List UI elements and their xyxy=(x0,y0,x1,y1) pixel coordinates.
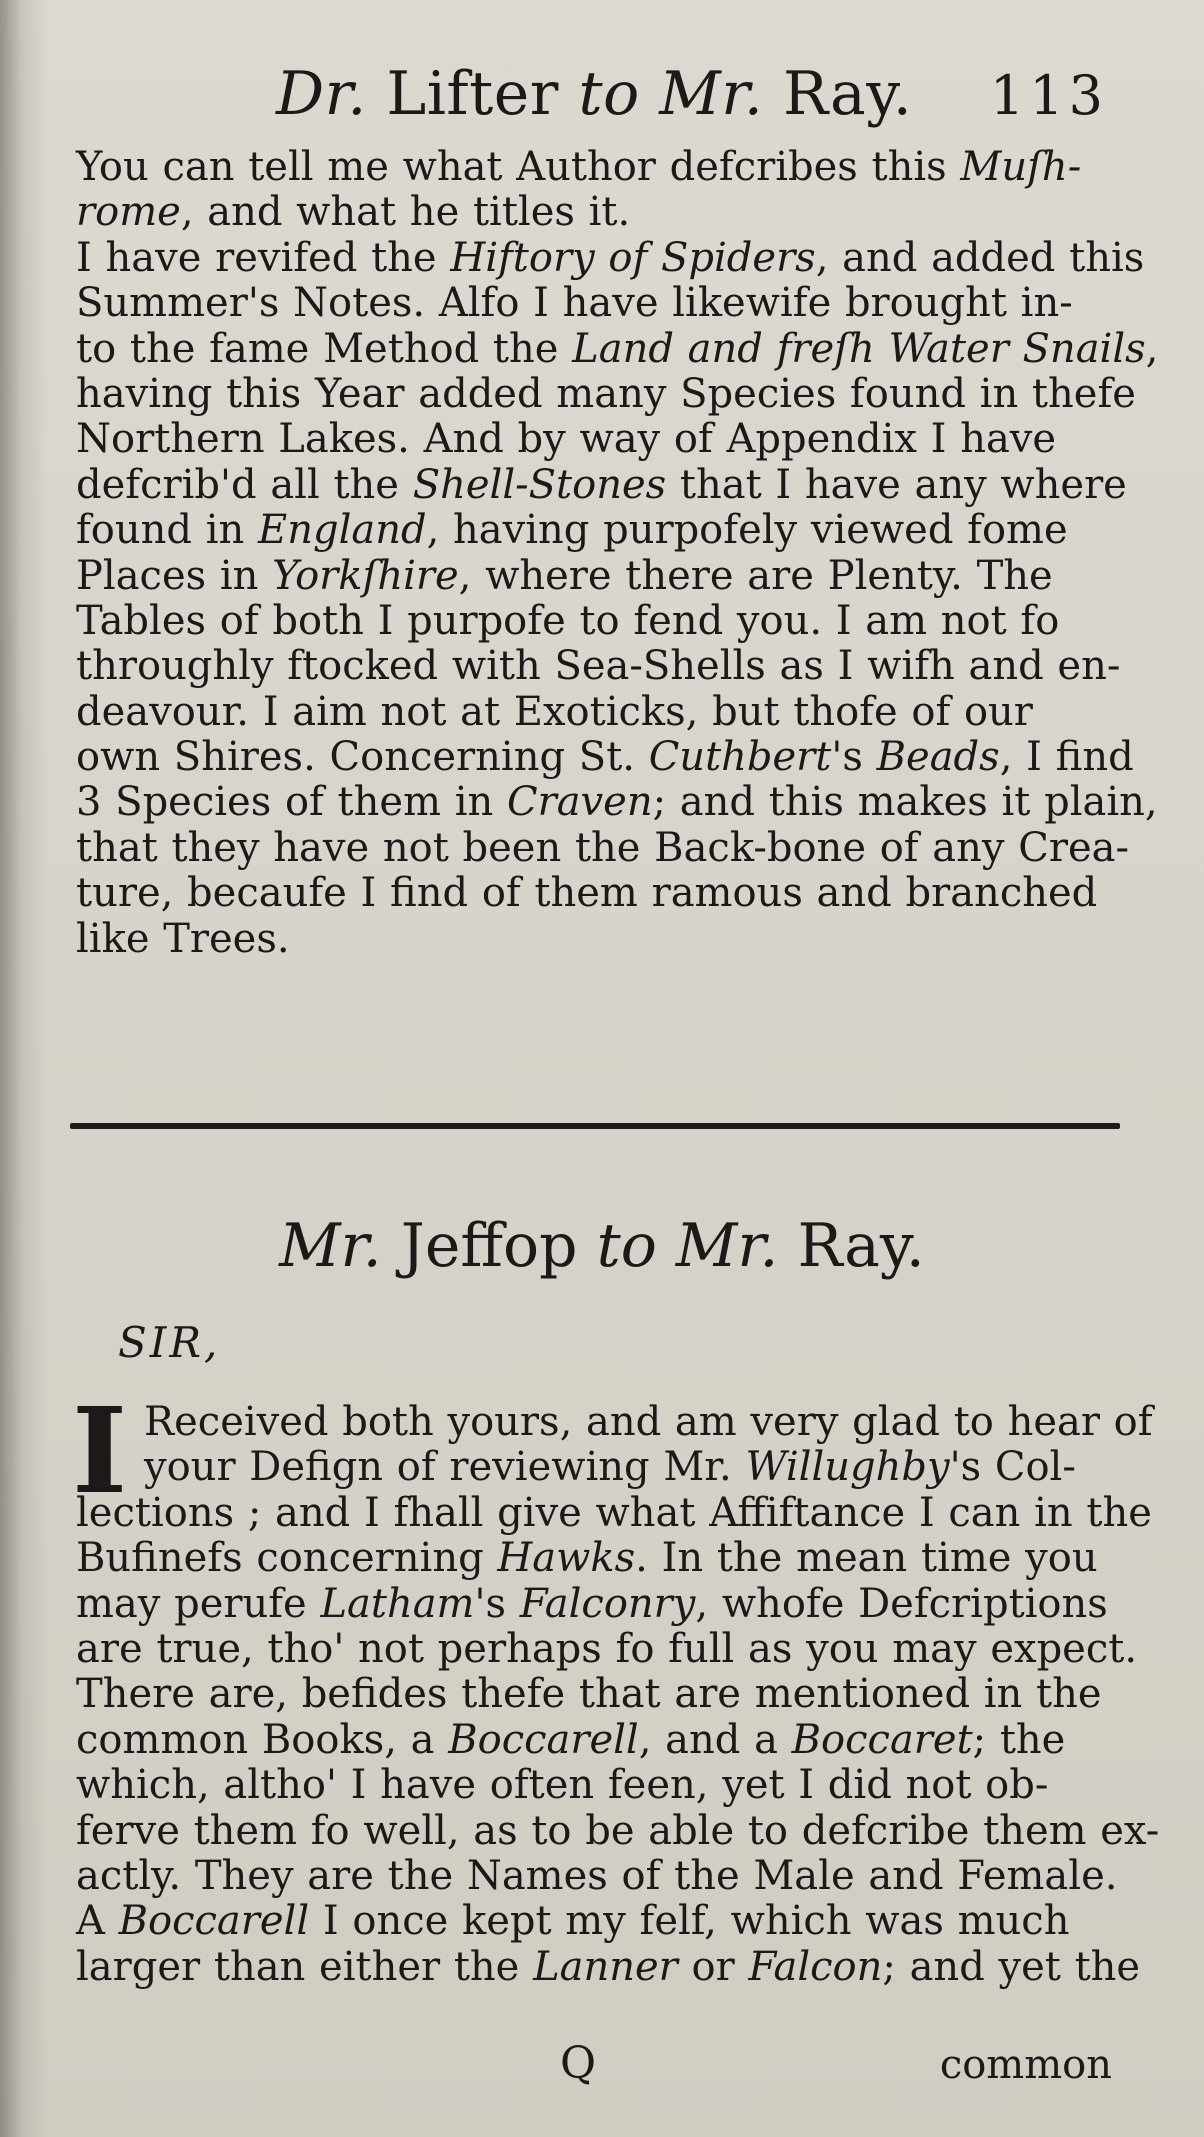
text-run: Received both yours, and am very glad to hear of xyxy=(144,1399,1153,1445)
text-run: ferve them fo well, as to be able to defcribe them ex- xyxy=(76,1807,1160,1854)
italic-run: Cuthbert xyxy=(648,734,832,781)
text-run: There are, befides thefe that are mentioned in the xyxy=(76,1671,1102,1718)
italic-run: Hawks xyxy=(497,1535,636,1582)
text-run: , I find xyxy=(999,734,1134,781)
text-line xyxy=(76,325,1159,372)
text-run: , xyxy=(1145,325,1159,372)
text-run: deavour. I aim not at Exoticks, but thofe of our xyxy=(76,688,1033,735)
section-heading xyxy=(0,1210,1204,1282)
text-line xyxy=(76,1943,1141,1990)
text-line xyxy=(76,461,1127,508)
text-line xyxy=(76,554,1114,599)
text-line xyxy=(76,281,1114,326)
italic-run: Falcon xyxy=(748,1943,883,1990)
italic-run: Falconry xyxy=(519,1580,696,1627)
text-run: A xyxy=(76,1898,119,1945)
text-run: ; and yet the xyxy=(882,1943,1141,1990)
text-run: that they have not been the Back-bone of any Crea- xyxy=(76,824,1129,871)
text-run: ; the xyxy=(972,1716,1066,1763)
text-line xyxy=(76,508,1114,553)
text-line xyxy=(76,1582,1114,1627)
text-run: your Defign of reviewing Mr. xyxy=(144,1444,746,1491)
italic-run: Lanner xyxy=(533,1943,678,1990)
italic-run: Beads xyxy=(876,734,1000,781)
italic-run: Yorkſhire xyxy=(272,552,459,599)
italic-run: Boccarell xyxy=(448,1716,639,1763)
section-heading-part: Jeffop xyxy=(381,1211,597,1281)
text-run: may perufe xyxy=(76,1580,321,1627)
salutation: SIR, xyxy=(118,1318,221,1367)
text-line xyxy=(76,145,1114,190)
text-run: 's xyxy=(831,734,877,781)
italic-run: England xyxy=(258,507,427,554)
text-line xyxy=(76,370,1136,417)
text-run: , where there are Plenty. The xyxy=(458,552,1053,599)
italic-run: Latham xyxy=(320,1580,475,1627)
text-line xyxy=(76,234,1145,281)
text-run: actly. They are the Names of the Male and Female. xyxy=(76,1852,1118,1899)
running-head-part: to xyxy=(578,59,640,129)
text-run: I have revifed the xyxy=(76,234,451,281)
page-number: 113 xyxy=(989,64,1108,127)
text-line xyxy=(76,1899,1114,1944)
text-run: like Trees. xyxy=(76,915,290,962)
text-line xyxy=(76,1399,1153,1445)
text-line xyxy=(76,599,1114,644)
text-run: 's Col- xyxy=(949,1444,1076,1491)
text-run: to the fame Method the xyxy=(76,325,573,372)
text-line xyxy=(76,1625,1138,1672)
text-run: ture, becaufe I find of them ramous and branched xyxy=(76,870,1098,917)
text-run: or xyxy=(677,1943,749,1990)
section-heading-part: Mr. xyxy=(656,1211,779,1281)
text-run: I once kept my felf, which was much xyxy=(309,1898,1070,1945)
letter-lister-body xyxy=(76,144,1159,962)
text-line xyxy=(76,643,1121,690)
text-line xyxy=(76,779,1158,826)
text-line xyxy=(76,417,1114,462)
italic-run: Shell-Stones xyxy=(412,461,667,508)
section-heading-part: to xyxy=(596,1211,657,1281)
text-line xyxy=(76,1807,1160,1854)
italic-run: Muſh- xyxy=(960,144,1082,190)
text-line xyxy=(76,871,1114,916)
signature-mark: Q xyxy=(560,2038,597,2089)
running-head-part: Dr. xyxy=(276,59,367,129)
text-run: lections ; and I fhall give what Affiftance I can in the xyxy=(76,1489,1152,1536)
text-run: Summer's Notes. Alfo I have likewife brought in- xyxy=(76,280,1073,327)
text-line xyxy=(76,734,1134,781)
italic-run: Land and freſh Water Snails xyxy=(572,325,1146,372)
drop-cap: I xyxy=(72,1381,128,1520)
text-run: , whofe Defcriptions xyxy=(695,1580,1108,1627)
text-run: Places in xyxy=(76,552,273,599)
running-head-part: Ray. xyxy=(763,59,913,129)
text-run: Northern Lakes. And by way of Appendix I have xyxy=(76,416,1057,463)
text-line xyxy=(76,690,1114,735)
italic-run: Boccarell xyxy=(118,1898,310,1945)
text-line xyxy=(76,1852,1118,1899)
text-run: that I have any where xyxy=(666,461,1127,508)
italic-run: Craven xyxy=(506,779,653,826)
text-run: 's xyxy=(474,1580,520,1627)
text-line xyxy=(76,190,1114,235)
italic-run: Boccaret xyxy=(791,1716,973,1763)
running-head-part: Lifter xyxy=(366,59,579,129)
text-line xyxy=(76,917,1114,962)
section-heading-part: Mr. xyxy=(279,1211,382,1281)
section-divider-rule xyxy=(70,1123,1120,1129)
text-run: larger than either the xyxy=(76,1943,534,1990)
section-heading-part: Ray. xyxy=(778,1211,925,1281)
text-run: 3 Species of them in xyxy=(76,779,507,826)
text-run: are true, tho' not perhaps fo full as you may expect. xyxy=(76,1625,1138,1672)
italic-run: Hiftory of Spiders xyxy=(450,234,816,281)
text-run: You can tell me what Author defcribes this xyxy=(76,144,961,190)
text-line xyxy=(76,1536,1114,1581)
text-run: . In the mean time you xyxy=(635,1535,1098,1582)
running-head xyxy=(276,58,912,130)
catchword: common xyxy=(939,2042,1112,2088)
text-line xyxy=(76,1445,1114,1490)
text-run: found in xyxy=(76,507,258,554)
text-run: , and what he titles it. xyxy=(180,189,631,236)
text-run: Tables of both I purpofe to fend you. I am not fo xyxy=(76,597,1060,644)
text-line xyxy=(76,1489,1152,1536)
text-run: own Shires. Concerning St. xyxy=(76,734,649,781)
text-line xyxy=(76,1763,1114,1808)
text-line xyxy=(76,1672,1114,1717)
text-run: , and added this xyxy=(815,234,1145,281)
text-line xyxy=(76,1718,1114,1763)
italic-run: Willughby xyxy=(745,1444,950,1491)
text-run: , having purpofely viewed fome xyxy=(426,507,1068,554)
text-line xyxy=(76,824,1129,871)
text-run: , and a xyxy=(638,1716,792,1763)
text-run: having this Year added many Species found in thefe xyxy=(76,370,1136,417)
text-run: which, altho' I have often feen, yet I did not ob- xyxy=(76,1762,1049,1809)
text-run: defcrib'd all the xyxy=(76,461,413,508)
text-run: Bufinefs concerning xyxy=(76,1535,498,1582)
italic-run: rome xyxy=(76,189,181,236)
text-run: throughly ftocked with Sea-Shells as I wifh and en- xyxy=(76,643,1121,690)
running-head-part: Mr. xyxy=(639,59,764,129)
letter-jessop-body xyxy=(76,1399,1160,1990)
text-run: common Books, a xyxy=(76,1716,449,1763)
text-run: ; and this makes it plain, xyxy=(652,779,1158,826)
